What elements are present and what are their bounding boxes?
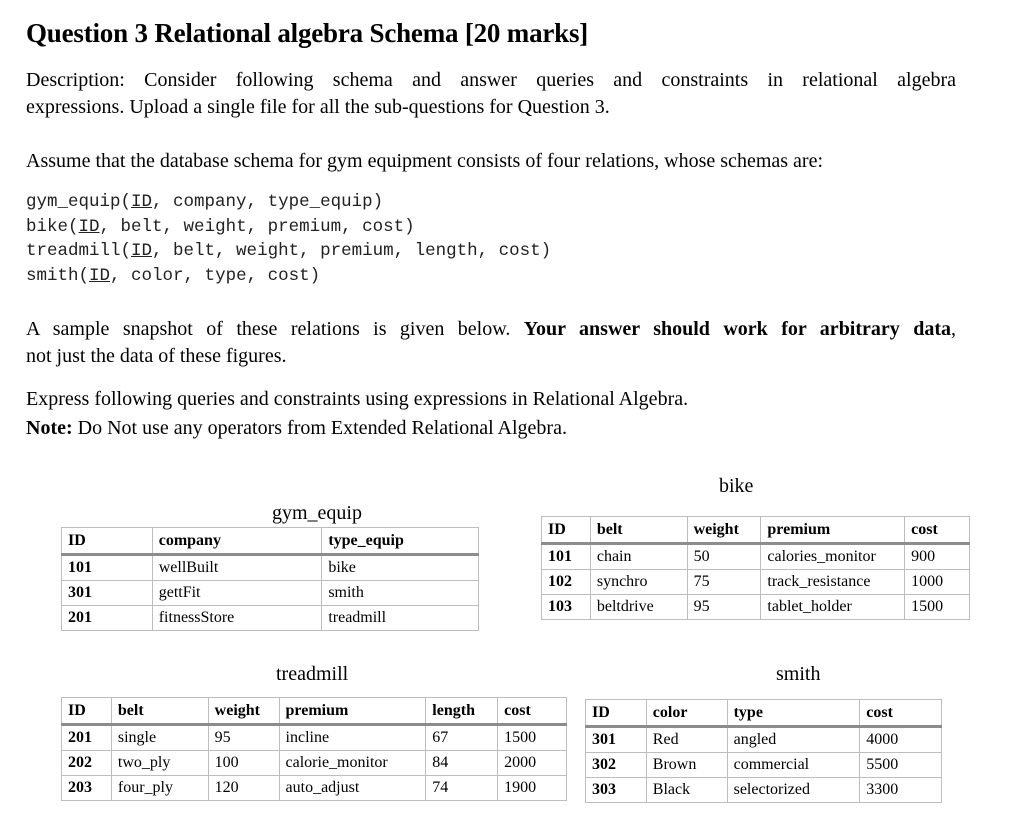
note-text: Do Not use any operators from Extended Relational Algebra. — [72, 417, 567, 439]
description-line-1: Description: Consider following schema and answer queries and constraints in relational algebra — [26, 69, 956, 91]
table-cell: Black — [646, 778, 727, 803]
smith-table — [585, 699, 942, 803]
table-row — [62, 776, 567, 801]
table-row — [542, 595, 970, 620]
table-row — [62, 581, 479, 606]
table-header-row — [542, 517, 970, 544]
table-row — [542, 570, 970, 595]
table-cell: incline — [279, 725, 426, 751]
column-header: ID — [586, 700, 647, 727]
table-cell: 900 — [905, 544, 970, 570]
column-header: ID — [62, 698, 112, 725]
description-line-2: expressions. Upload a single file for all the sub-questions for Question 3. — [26, 96, 610, 118]
column-header: type — [727, 700, 860, 727]
column-header: length — [426, 698, 498, 725]
bike-table — [541, 516, 970, 620]
table-cell: 95 — [687, 595, 761, 620]
table-header-row — [62, 698, 567, 725]
column-header: ID — [62, 528, 153, 555]
table-cell: 303 — [586, 778, 647, 803]
column-header: cost — [498, 698, 567, 725]
table-cell: calories_monitor — [761, 544, 905, 570]
table-cell: commercial — [727, 753, 860, 778]
column-header: weight — [208, 698, 279, 725]
table-cell: 3300 — [860, 778, 942, 803]
table-cell: 75 — [687, 570, 761, 595]
table-cell: 1500 — [498, 725, 567, 751]
column-header: type_equip — [322, 528, 479, 555]
column-header: cost — [905, 517, 970, 544]
column-header: cost — [860, 700, 942, 727]
table-cell: 2000 — [498, 751, 567, 776]
schema-gym-equip: gym_equip(ID, company, type_equip) — [26, 192, 384, 212]
table-cell: 4000 — [860, 727, 942, 753]
table-cell: Red — [646, 727, 727, 753]
table-cell: calorie_monitor — [279, 751, 426, 776]
table-row — [62, 555, 479, 581]
description-paragraph — [26, 67, 956, 121]
table-cell: 201 — [62, 725, 112, 751]
table-cell: tablet_holder — [761, 595, 905, 620]
table-cell: 302 — [586, 753, 647, 778]
table-cell: Brown — [646, 753, 727, 778]
sample-paragraph — [26, 316, 956, 370]
table-header-row — [62, 528, 479, 555]
table-cell: 84 — [426, 751, 498, 776]
table-row — [586, 778, 942, 803]
table-row — [62, 606, 479, 631]
gym-equip-caption: gym_equip — [272, 502, 362, 524]
table-row — [586, 753, 942, 778]
table-cell: auto_adjust — [279, 776, 426, 801]
arbitrary-data-emphasis: Your answer should work for arbitrary data — [523, 318, 951, 340]
sample-line-1: A sample snapshot of these relations is given below. Your answer should work for arbitrary data, — [26, 318, 956, 340]
table-cell: 103 — [542, 595, 591, 620]
table-cell: track_resistance — [761, 570, 905, 595]
bike-caption: bike — [719, 475, 754, 497]
schema-bike: bike(ID, belt, weight, premium, cost) — [26, 216, 415, 237]
column-header: belt — [590, 517, 687, 544]
schema-list — [26, 190, 551, 288]
table-cell: 74 — [426, 776, 498, 801]
table-row — [62, 725, 567, 751]
table-cell: selectorized — [727, 778, 860, 803]
table-cell: 67 — [426, 725, 498, 751]
table-cell: wellBuilt — [152, 555, 322, 581]
question-title: Question 3 Relational algebra Schema [20 marks] — [26, 18, 589, 48]
table-cell: gettFit — [152, 581, 322, 606]
table-row — [62, 751, 567, 776]
table-cell: 301 — [62, 581, 153, 606]
table-cell: 202 — [62, 751, 112, 776]
table-cell: 95 — [208, 725, 279, 751]
table-cell: chain — [590, 544, 687, 570]
smith-caption: smith — [776, 663, 821, 685]
column-header: color — [646, 700, 727, 727]
table-cell: 102 — [542, 570, 591, 595]
sample-line-2: not just the data of these figures. — [26, 345, 287, 367]
table-cell: 301 — [586, 727, 647, 753]
column-header: ID — [542, 517, 591, 544]
table-cell: fitnessStore — [152, 606, 322, 631]
column-header: premium — [761, 517, 905, 544]
note-label: Note: — [26, 417, 73, 439]
table-cell: 5500 — [860, 753, 942, 778]
table-cell: single — [111, 725, 208, 751]
table-cell: 203 — [62, 776, 112, 801]
table-cell: 201 — [62, 606, 153, 631]
schema-treadmill: treadmill(ID, belt, weight, premium, length, cost) — [26, 241, 552, 261]
table-cell: two_ply — [111, 751, 208, 776]
table-cell: 1000 — [905, 570, 970, 595]
table-cell: 1500 — [905, 595, 970, 620]
table-cell: 50 — [687, 544, 761, 570]
table-row — [542, 544, 970, 570]
table-cell: four_ply — [111, 776, 208, 801]
table-cell: 1900 — [498, 776, 567, 801]
table-cell: 120 — [208, 776, 279, 801]
table-cell: smith — [322, 581, 479, 606]
gym-equip-table — [61, 527, 479, 631]
column-header: weight — [687, 517, 761, 544]
treadmill-table — [61, 697, 567, 801]
column-header: premium — [279, 698, 426, 725]
table-cell: angled — [727, 727, 860, 753]
assume-paragraph: Assume that the database schema for gym equipment consists of four relations, whose schemas are: — [26, 150, 824, 172]
note-paragraph — [26, 415, 956, 442]
table-row — [586, 727, 942, 753]
table-cell: bike — [322, 555, 479, 581]
table-cell: synchro — [590, 570, 687, 595]
express-paragraph: Express following queries and constraints using expressions in Relational Algebra. — [26, 388, 689, 410]
table-cell: 101 — [62, 555, 153, 581]
table-header-row — [586, 700, 942, 727]
schema-smith: smith(ID, color, type, cost) — [26, 265, 321, 286]
table-cell: treadmill — [322, 606, 479, 631]
table-cell: 101 — [542, 544, 591, 570]
table-cell: 100 — [208, 751, 279, 776]
column-header: company — [152, 528, 322, 555]
treadmill-caption: treadmill — [276, 663, 349, 685]
column-header: belt — [111, 698, 208, 725]
table-cell: beltdrive — [590, 595, 687, 620]
